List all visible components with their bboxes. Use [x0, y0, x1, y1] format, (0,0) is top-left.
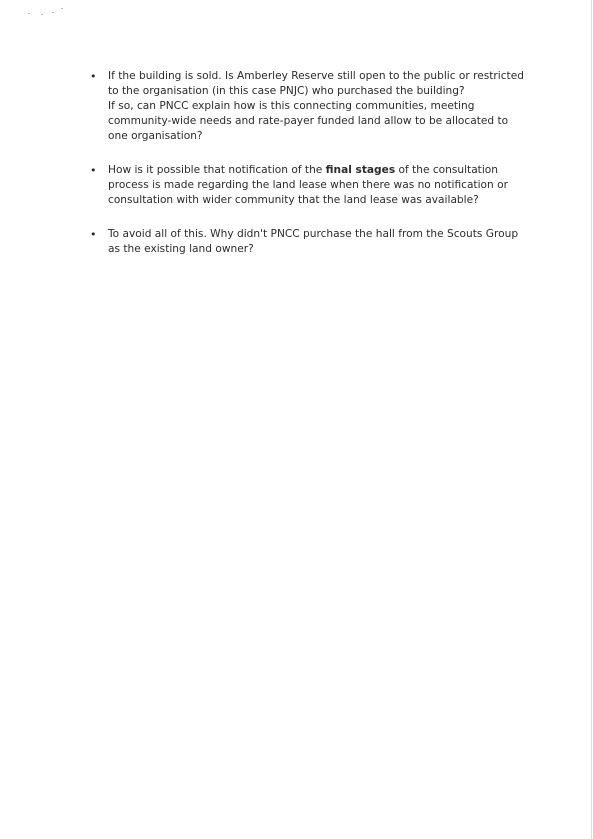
- question-text: How is it possible that notification of the: [108, 164, 326, 176]
- question-text: of the consultation process is made regarding the land lease when there was no notification or consultation with wider community that the land lease was available?: [108, 164, 508, 206]
- scan-speck: [28, 13, 30, 14]
- emphasis-text: final stages: [325, 164, 396, 176]
- scan-edge-line: [591, 0, 592, 839]
- question-paragraph: To avoid all of this. Why didn't PNCC purchase the hall from the Scouts Group as the existing land owner?: [108, 228, 519, 255]
- question-paragraph: If the building is sold. Is Amberley Reserve still open to the public or restricted to the organisation (in this case PNJC) who purchased the building?: [108, 70, 524, 97]
- bullet-dot-icon: •: [90, 228, 97, 241]
- bullet-dot-icon: •: [90, 164, 97, 177]
- scan-specks: [28, 8, 73, 16]
- list-item: [90, 69, 530, 144]
- scan-speck: [41, 14, 43, 15]
- list-item: [90, 227, 530, 257]
- question-paragraph: [108, 163, 530, 208]
- question-paragraph: If so, can PNCC explain how is this connecting communities, meeting community-wide needs and rate-payer funded land allow to be allocated to one organisation?: [108, 100, 509, 142]
- list-item: [90, 163, 530, 208]
- question-list: [90, 69, 530, 276]
- scan-speck: [61, 8, 63, 9]
- bullet-dot-icon: •: [90, 70, 97, 83]
- scan-speck: [52, 12, 54, 13]
